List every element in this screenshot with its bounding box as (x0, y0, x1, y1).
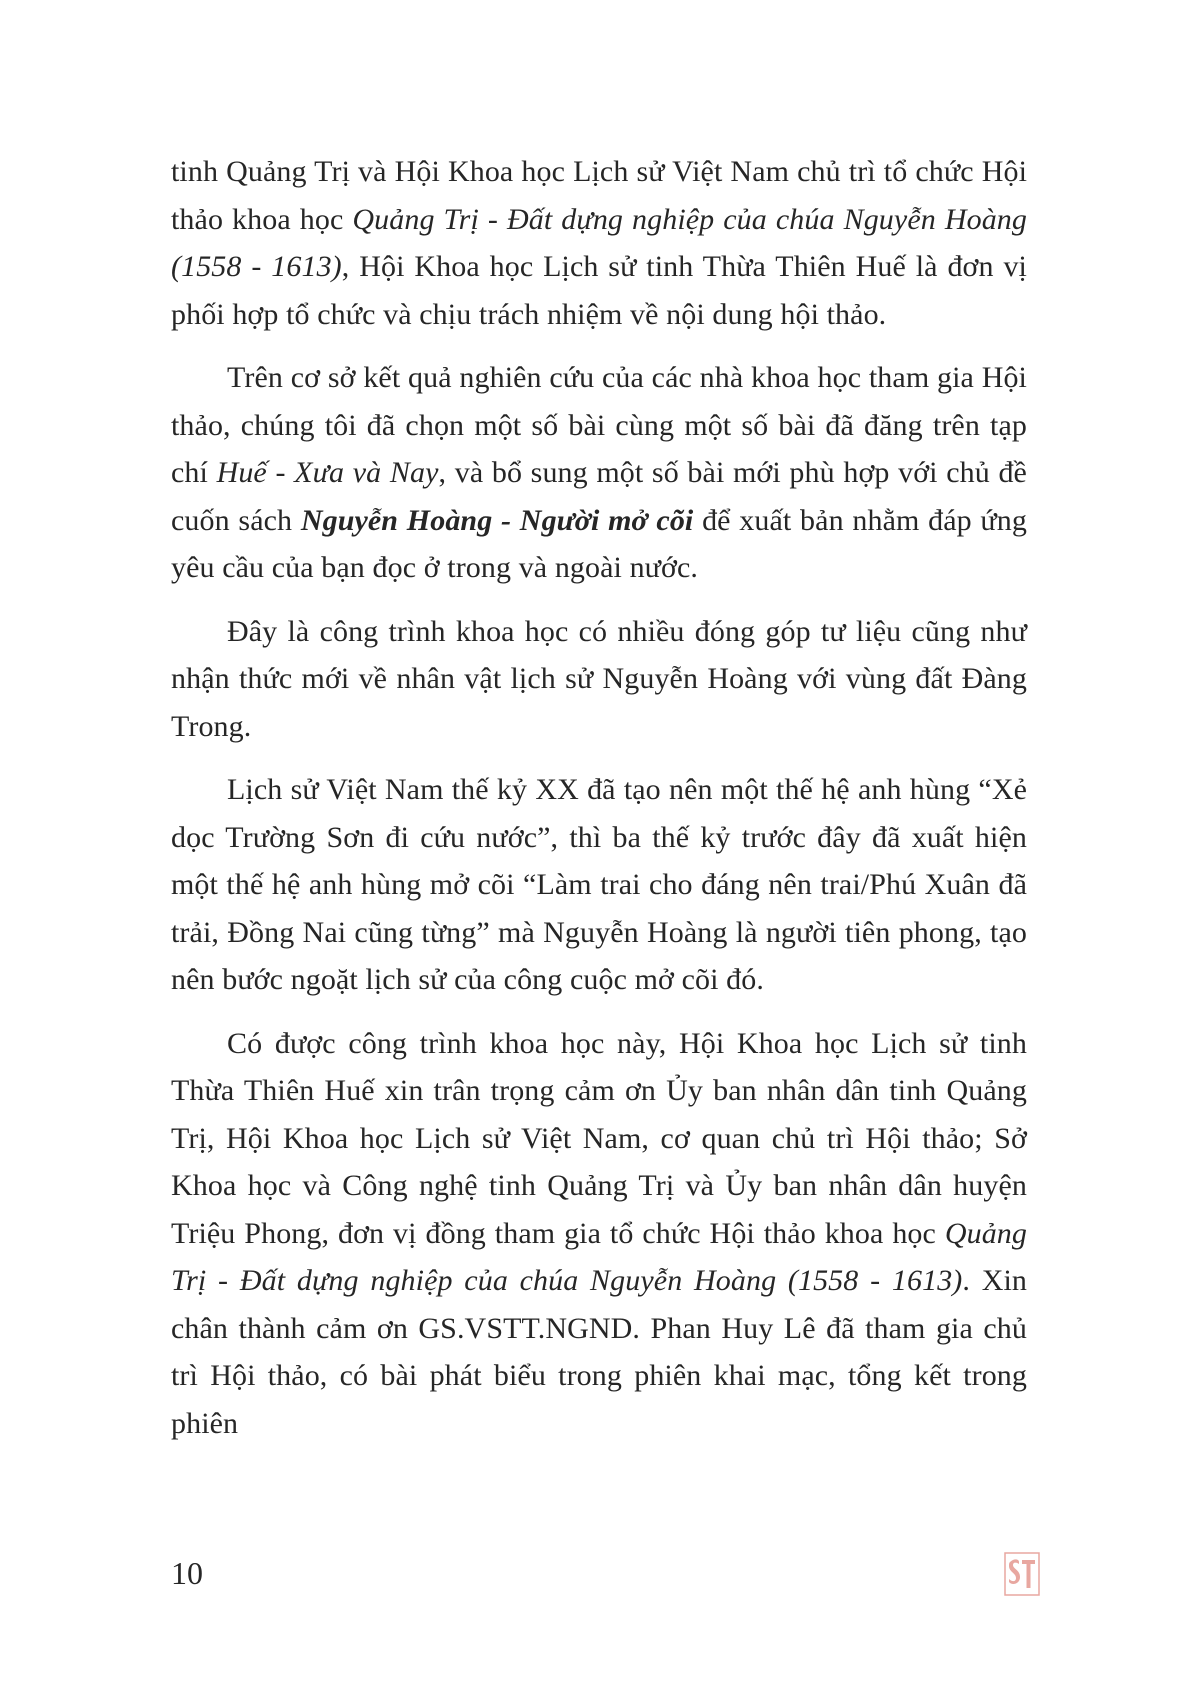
text-run: , Hội Khoa học Lịch sử tinh Thừa Thiên Huế là đơn vị phối hợp tổ chức và chịu trách nhiệm về nội dung hội thảo. (171, 250, 1027, 331)
text-run: để xuất bản nhằm đáp ứng yêu cầu của bạn đọc ở trong và ngoài nước. (171, 503, 1027, 584)
body-paragraph (171, 354, 1027, 592)
page-body (171, 148, 1027, 1548)
body-paragraph (171, 608, 1027, 751)
italic-title: Huế - Xưa và Nay (216, 456, 439, 489)
text-run: , và bổ sung một số bài mới phù hợp với chủ đề cuốn sách (171, 456, 1027, 537)
body-paragraph (171, 766, 1027, 1004)
book-title: Nguyễn Hoàng - Người mở cõi (300, 503, 694, 537)
body-paragraph (171, 148, 1027, 338)
page-number: 10 (171, 1555, 203, 1591)
italic-title: Quảng Trị - Đất dựng nghiệp của chúa Nguyễn Hoàng (1558 - 1613) (171, 1216, 1027, 1297)
italic-title: Quảng Trị - Đất dựng nghiệp của chúa Nguyễn Hoàng (1558 - 1613) (171, 202, 1027, 283)
text-run: Đây là công trình khoa học có nhiều đóng góp tư liệu cũng như nhận thức mới về nhân vật lịch sử Nguyễn Hoàng với vùng đất Đàng Trong. (171, 614, 1027, 743)
body-paragraph (171, 1020, 1027, 1448)
text-run: Lịch sử Việt Nam thế kỷ XX đã tạo nên một thế hệ anh hùng “Xẻ dọc Trường Sơn đi cứu nước”, thì ba thế kỷ trước đây đã xuất hiện một thế hệ anh hùng mở cõi “Làm trai cho đáng nên trai/Phú Xuân đã trải, Đồng Nai cũng từng” mà Nguyễn Hoàng là người tiên phong, tạo nên bước ngoặt lịch sử của công cuộc mở cõi đó. (171, 773, 1027, 996)
publisher-logo-icon (1004, 1552, 1040, 1596)
text-run: Có được công trình khoa học này, Hội Khoa học Lịch sử tinh Thừa Thiên Huế xin trân trọng cảm ơn Ủy ban nhân dân tinh Quảng Trị, Hội Khoa học Lịch sử Việt Nam, cơ quan chủ trì Hội thảo; Sở Khoa học và Công nghệ tinh Quảng Trị và Ủy ban nhân dân huyện Triệu Phong, đơn vị đồng tham gia tổ chức Hội thảo khoa học (171, 1026, 1027, 1250)
text-run: . Xin chân thành cảm ơn GS.VSTT.NGND. Phan Huy Lê đã tham gia chủ trì Hội thảo, có bài phát biểu trong phiên khai mạc, tổng kết trong phiên (171, 1264, 1028, 1440)
text-run: Trên cơ sở kết quả nghiên cứu của các nhà khoa học tham gia Hội thảo, chúng tôi đã chọn một số bài cùng một số bài đã đăng trên tạp chí (171, 361, 1027, 489)
text-run: tinh Quảng Trị và Hội Khoa học Lịch sử Việt Nam chủ trì tổ chức Hội thảo khoa học (171, 155, 1027, 236)
